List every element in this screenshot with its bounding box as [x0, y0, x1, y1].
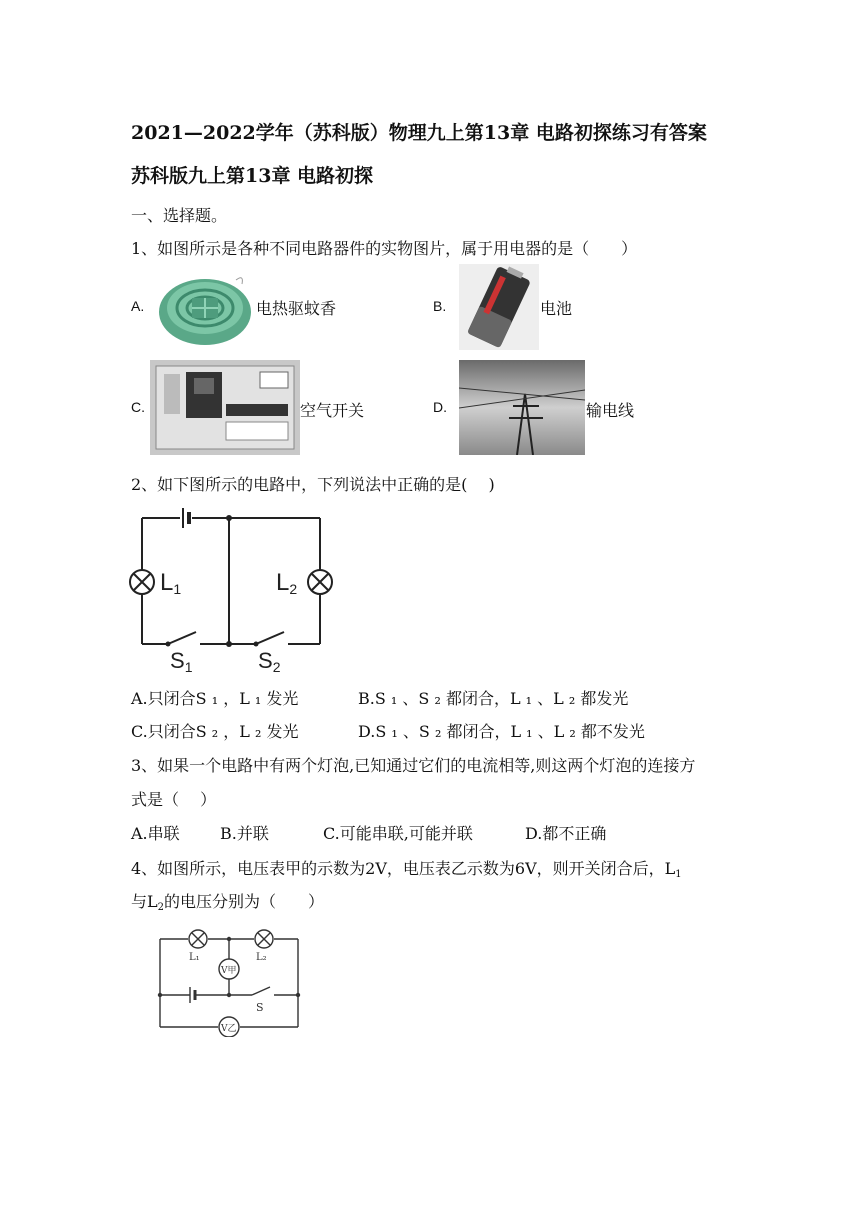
q1-option-a-text: 电热驱蚊香 [256, 299, 337, 318]
q2-circuit-diagram [128, 504, 338, 674]
section-heading: 一、选择题。 [131, 206, 228, 225]
q2-option-c: C.只闭合S ₂ ，L ₂ 发光 [131, 722, 299, 741]
q2-option-b: B.S ₁ 、S ₂ 都闭合，L ₁ 、L ₂ 都发光 [358, 689, 629, 708]
q1-option-d-text: 输电线 [586, 401, 635, 420]
q1-option-b-label: B. [433, 298, 447, 314]
q2-option-a: A.只闭合S ₁ ，L ₁ 发光 [131, 689, 299, 708]
q1-option-b-text: 电池 [540, 299, 573, 318]
q4-voltmeter-yi-label: V乙 [221, 1024, 237, 1034]
air-switch-icon [150, 360, 300, 455]
q2-l2-label: L2 [276, 569, 298, 597]
q4-l2-label: L₂ [256, 952, 267, 963]
question-4-stem-line2: 与$L_2$的电压分别为（ ） [131, 892, 325, 913]
mosquito-repellent-heater-icon [156, 270, 254, 348]
question-4-stem-line1: 4、如图所示，电压表甲的示数为2V，电压表乙示数为6V，则开关闭合后，$L_1$ [131, 859, 682, 880]
q4-switch-label: S [256, 1001, 264, 1014]
q3-option-b: B.并联 [220, 824, 269, 843]
q3-option-d: D.都不正确 [525, 824, 607, 843]
question-2-stem: 2、如下图所示的电路中，下列说法中正确的是( ) [131, 475, 495, 494]
q3-option-c: C.可能串联,可能并联 [323, 824, 473, 843]
question-3-stem-line2: 式是（ ） [131, 790, 217, 809]
question-1-stem: 1、如图所示是各种不同电路器件的实物图片，属于用电器的是（ ） [131, 239, 638, 258]
q2-option-d: D.S ₁ 、S ₂ 都闭合，L ₁ 、L ₂ 都不发光 [358, 722, 645, 741]
q1-option-d-label: D. [433, 399, 447, 415]
q1-option-c-text: 空气开关 [300, 401, 365, 420]
q1-option-a-label: A. [131, 298, 145, 314]
q2-s1-label: S1 [170, 648, 193, 674]
question-3-stem-line1: 3、如果一个电路中有两个灯泡,已知通过它们的电流相等,则这两个灯泡的连接方 [131, 756, 696, 775]
battery-icon [459, 264, 539, 350]
q2-s2-label: S2 [258, 648, 281, 674]
q2-l1-label: L1 [160, 569, 182, 597]
q3-option-a: A.串联 [131, 824, 180, 843]
power-line-tower-icon [459, 360, 585, 455]
document-title: 2021—2022学年（苏科版）物理九上第13章 电路初探练习有答案 [131, 122, 707, 144]
q4-circuit-diagram [152, 925, 308, 1037]
q4-l1-label: L₁ [189, 952, 200, 963]
q1-option-c-label: C. [131, 399, 145, 415]
chapter-title: 苏科版九上第13章 电路初探 [131, 165, 374, 187]
q4-voltmeter-jia-label: V甲 [221, 966, 237, 976]
